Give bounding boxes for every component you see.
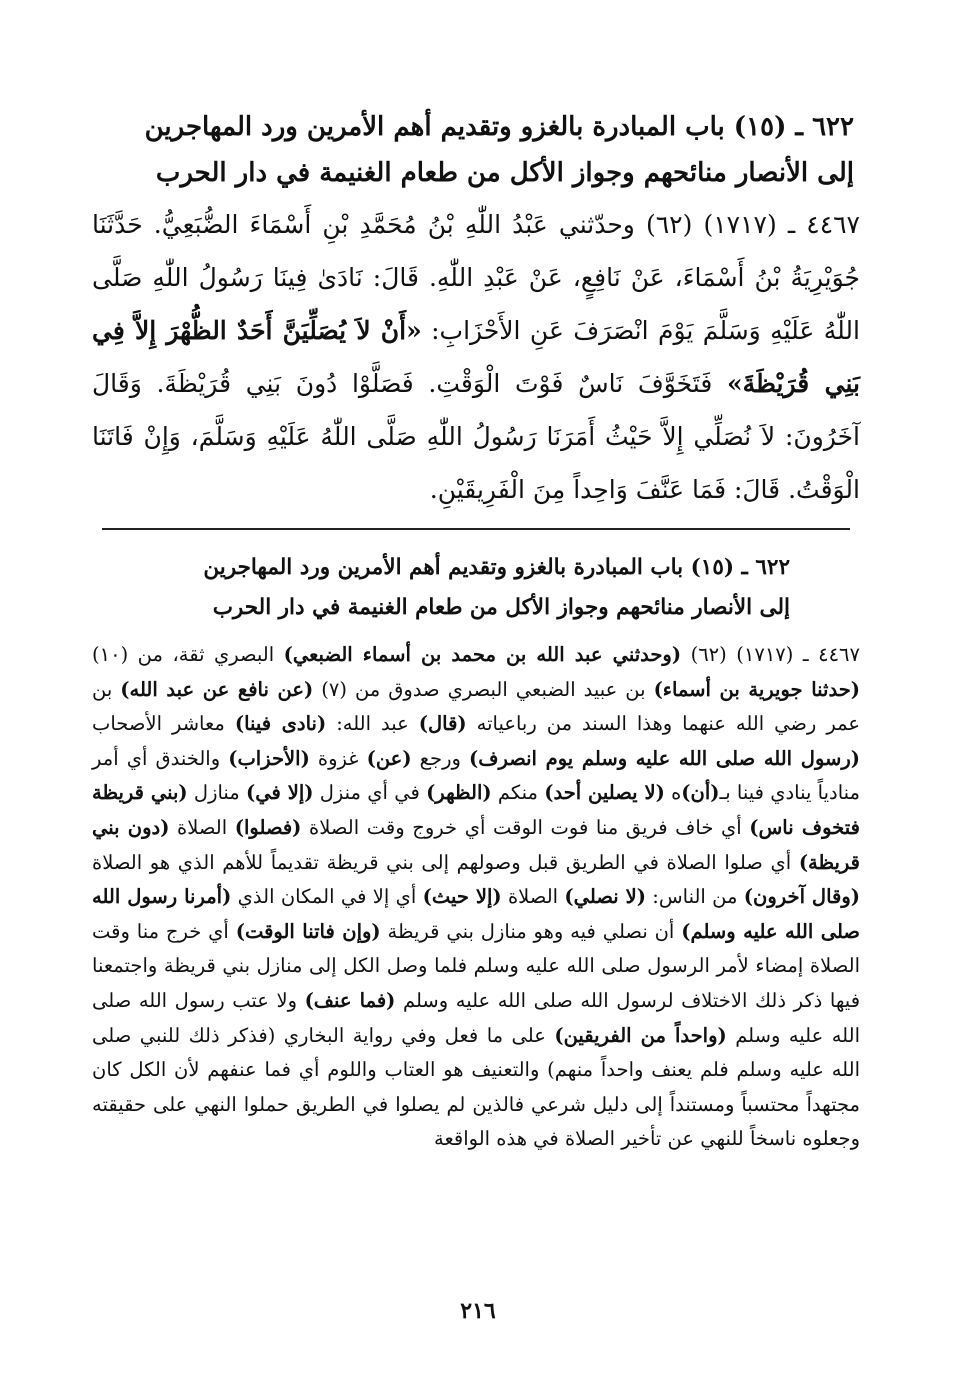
section-divider: [102, 528, 850, 530]
commentary-quote: (لا يصلين أحد): [544, 781, 665, 805]
hadith-quote: «أَنْ لاَ يُصَلِّيَنَّ أَحَدٌ الظُّهْرَ إِلاَّ فِي بَنِي قُرَيْظَةَ»: [92, 316, 860, 398]
commentary-span: ٤٤٦٧ ـ (١٧١٧) (٦٢): [681, 643, 861, 666]
commentary-quote: (رسول الله صلى الله عليه وسلم يوم انصرف): [469, 746, 861, 770]
commentary-quote: (الأحزاب): [228, 746, 310, 770]
hadith-isnad: ٤٤٦٧ ـ (١٧١٧) (٦٢) وحدّثني عَبْدُ اللّٰهِ بْنُ مُحَمَّدِ بْنِ أَسْمَاءَ الضُّبَعِيُّ. حَدَّثَنَا جُوَيْرِيَةُ بْنُ أَسْمَاءَ، عَنْ نَافِعٍ، عَنْ عَبْدِ اللّٰهِ. قَالَ: نَادَىٰ فِينَا رَسُولُ اللّٰهِ صَلَّى اللّٰهُ عَلَيْهِ وَسَلَّمَ يَوْمَ انْصَرَفَ عَنِ الأَحْزَابِ:: [92, 210, 860, 345]
commentary-quote: (وإن فاتنا الوقت): [235, 919, 381, 943]
commentary-quote: (قال): [418, 712, 467, 736]
commentary-span: ورجع: [411, 746, 470, 770]
commentary-span: أي إلا في المكان الذي: [231, 885, 423, 909]
commentary-span: ه: [664, 781, 682, 805]
commentary-span: منازل: [187, 781, 247, 805]
commentary-span: معاشر الأصحاب: [92, 712, 235, 736]
commentary-span: ولا عتب رسول الله صلى الله عليه وسلم: [92, 988, 860, 1047]
commentary-span: أن نصلي فيه وهو منازل بني قريظة: [380, 919, 682, 943]
commentary-title-line-2: إلى الأنصار منائحهم وجواز الأكل من طعام الغنيمة في دار الحرب: [212, 595, 790, 620]
hadith-matn: فَتَخَوَّفَ نَاسٌ فَوْتَ الْوَقْتِ. فَصَلَّوْا دُونَ بَنِي قُرَيْظَةَ. وَقَالَ آخَرُونَ: لاَ نُصَلِّي إِلاَّ حَيْثُ أَمَرَنَا رَسُولُ اللّٰهِ صَلَّى اللّٰهُ عَلَيْهِ وَسَلَّمَ، وَإِنْ فَاتَنَا الْوَقْتُ. قَالَ: فَمَا عَنَّفَ وَاحِداً مِنَ الْفَرِيقَيْنِ.: [92, 369, 860, 504]
commentary-quote: (لا نصلي): [564, 885, 646, 909]
commentary-span: منكم: [491, 781, 545, 805]
commentary-quote: (أمرنا رسول الله صلى الله عليه وسلم): [92, 885, 860, 943]
hadith-text: [92, 198, 860, 516]
commentary-quote: (وحدثني عبد الله بن محمد بن أسماء الضبعي): [283, 643, 682, 666]
commentary-span: البصري ثقة، من (١٠): [92, 643, 284, 666]
commentary-span: أي خرج منا وقت الصلاة إمضاء لأمر الرسول صلى الله عليه وسلم فلما وصل الكل إلى منازل بني قريظة واجتمعنا فيها ذكر ذلك الاختلاف لرسول الله صلى الله عليه وسلم: [92, 919, 861, 1012]
commentary-text: [92, 638, 860, 1157]
commentary-span: غزوة: [309, 746, 367, 770]
commentary-span: من الناس:: [645, 885, 744, 909]
commentary-chapter-title: [92, 548, 790, 628]
commentary-quote: (واحداً من الفريقين): [554, 1023, 727, 1047]
commentary-quote: (الظهر): [426, 781, 492, 805]
commentary-span: والخندق أي أمر منادياً ينادي فينا بـ: [92, 746, 861, 805]
commentary-span: بن عمر رضي الله عنهما وهذا السند من رباعياته: [92, 677, 860, 736]
commentary-quote: (وقال آخرون): [743, 885, 860, 909]
chapter-title: [92, 104, 854, 196]
commentary-quote: (دون بني قريظة): [92, 815, 860, 874]
commentary-quote: (إلا حيث): [422, 885, 502, 909]
chapter-title-line-2: إلى الأنصار منائحهم وجواز الأكل من طعام الغنيمة في دار الحرب: [155, 158, 854, 188]
commentary-quote: (أن): [681, 781, 720, 805]
commentary-span: على ما فعل وفي رواية البخاري (فذكر ذلك للنبي صلى الله عليه وسلم فلم يعنف واحداً منهم) والتعنيف هو العتاب واللوم أي فما عنفهم لأن الكل كان مجتهداً محتسباً ومستنداً إلى دليل شرعي فالذين لم يصلوا في الطريق حملوا النهي على حقيقته وجعلوه ناسخاً للنهي عن تأخير الصلاة في هذه الواقعة: [92, 1023, 860, 1151]
commentary-span: عبد الله:: [326, 712, 419, 736]
commentary-span: أي خاف فريق منا فوت الوقت أي خروج وقت الصلاة: [301, 815, 750, 839]
commentary-quote: (إلا في): [246, 781, 314, 805]
commentary-quote: (فما عنف): [304, 988, 396, 1012]
commentary-span: في أي منزل: [313, 781, 427, 805]
commentary-quote: (عن): [366, 746, 412, 770]
commentary-quote: (نادى فينا): [234, 712, 327, 736]
commentary-span: الصلاة: [169, 815, 235, 839]
chapter-title-line-1: ٦٢٢ ـ (١٥) باب المبادرة بالغزو وتقديم أهم الأمرين ورد المهاجرين: [144, 112, 854, 142]
commentary-quote: (فصلوا): [234, 815, 302, 839]
commentary-span: بن عبيد الضبعي البصري صدوق من (٧): [313, 677, 654, 701]
commentary-span: أي صلوا الصلاة في الطريق قبل وصولهم إلى بني قريظة تقديماً للأهم الذي هو الصلاة: [92, 850, 799, 874]
commentary-quote: (بني قريظة فتخوف ناس): [92, 781, 860, 839]
commentary-span: الصلاة: [501, 885, 565, 909]
commentary-title-line-1: ٦٢٢ ـ (١٥) باب المبادرة بالغزو وتقديم أهم الأمرين ورد المهاجرين: [203, 555, 790, 580]
commentary-quote: (حدثنا جويرية بن أسماء): [653, 677, 860, 701]
commentary-quote: (عن نافع عن عبد الله): [120, 677, 314, 701]
page-number: ٢١٦: [460, 1298, 496, 1324]
